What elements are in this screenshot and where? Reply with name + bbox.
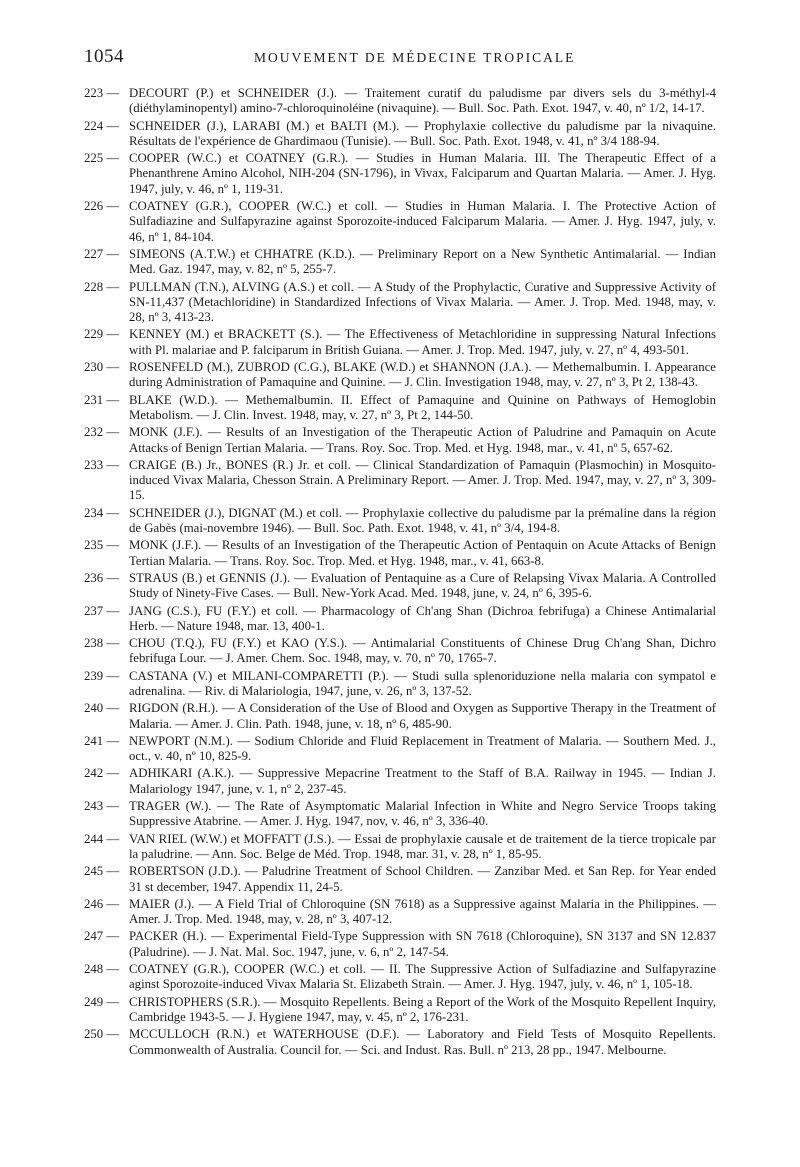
reference-text: ROBERTSON (J.D.). — Paludrine Treatment of School Children. — Zanzibar Med. et San Rep. for Year ended 31 st december, 1947. Appendix 11, 24-5. — [129, 864, 716, 894]
reference-number: 224 — — [84, 119, 124, 134]
reference-number: 246 — — [84, 897, 124, 912]
reference-entry — [84, 280, 716, 326]
reference-number: 250 — — [84, 1027, 124, 1042]
reference-number: 227 — — [84, 247, 124, 262]
reference-text: RIGDON (R.H.). — A Consideration of the Use of Blood and Oxygen as Supportive Therapy in the Treatment of Malaria. — Amer. J. Clin. Path. 1948, june, v. 18, nº 6, 485-90. — [129, 701, 716, 731]
reference-number: 223 — — [84, 86, 124, 101]
reference-number: 245 — — [84, 864, 124, 879]
reference-text: STRAUS (B.) et GENNIS (J.). — Evaluation of Pentaquine as a Cure of Relapsing Vivax Malaria. A Controlled Study of Ninety-Five Cases. — Bull. New-York Acad. Med. 1948, june, v. 24, nº 6, 395-6. — [129, 570, 716, 601]
reference-entry — [84, 929, 716, 960]
reference-number: 229 — — [84, 327, 124, 342]
reference-text: ADHIKARI (A.K.). — Suppressive Mepacrine Treatment to the Staff of B.A. Railway in 1945. — Indian J. Malariology 1947, june, v. 1, nº 2, 237-45. — [129, 766, 716, 796]
reference-entry — [84, 506, 716, 537]
reference-number: 228 — — [84, 280, 124, 295]
reference-text: SCHNEIDER (J.), DIGNAT (M.) et coll. — Prophylaxie collective du paludisme par la prémaline dans la région de Gabès (mai-novembre 1946). — Bull. Soc. Path. Exot. 1948, v. 41, nº 3/4, 194-8. — [129, 505, 716, 536]
reference-number: 225 — — [84, 151, 124, 166]
reference-number: 248 — — [84, 962, 124, 977]
reference-text: KENNEY (M.) et BRACKETT (S.). — The Effectiveness of Metachloridine in suppressing Natural Infections with Pl. malariae and P. falciparum in British Guiana. — Amer. J. Trop. Med. 1947, july, v. 27, nº 4, 493-501. — [129, 327, 716, 357]
page-header — [84, 46, 744, 70]
reference-entry — [84, 669, 716, 700]
reference-number: 237 — — [84, 604, 124, 619]
reference-entry — [84, 766, 716, 797]
reference-number: 236 — — [84, 571, 124, 586]
reference-number: 233 — — [84, 458, 124, 473]
reference-text: COATNEY (G.R.), COOPER (W.C.) et coll. — Studies in Human Malaria. I. The Protective Action of Sulfadiazine and Sulfapyrazine against Sporozoite-induced Falciparum Malaria. — Amer. J. Hyg. 1947, july, v. 46, nº 1, 84-104. — [129, 199, 716, 244]
reference-number: 239 — — [84, 669, 124, 684]
reference-entry — [84, 151, 716, 197]
reference-text: MONK (J.F.). — Results of an Investigation of the Therapeutic Action of Paludrine and Pamaquin on Acute Attacks of Benign Tertian Malaria. — Trans. Roy. Soc. Trop. Med. et Hyg. 1948, mar., v. 41, nº 5, 657-62. — [129, 425, 716, 455]
reference-entry — [84, 799, 716, 830]
reference-number: 243 — — [84, 799, 124, 814]
page-number: 1054 — [84, 46, 124, 67]
reference-number: 230 — — [84, 360, 124, 375]
reference-entry — [84, 897, 716, 928]
reference-entry — [84, 393, 716, 424]
reference-text: MONK (J.F.). — Results of an Investigation of the Therapeutic Action of Pentaquin on Acute Attacks of Benign Tertian Malaria. — Trans. Roy. Soc. Trop. Med. et Hyg. 1948, mar., v. 41, 663-8. — [129, 538, 716, 568]
reference-number: 234 — — [84, 506, 124, 521]
reference-text: PULLMAN (T.N.), ALVING (A.S.) et coll. — A Study of the Prophylactic, Curative and Suppressive Activity of SN-11,437 (Metachloridine) in Standardized Infections of Vivax Malaria. — Amer. J. Trop. Med. 1948, may, v. 28, nº 3, 413-23. — [129, 279, 716, 325]
reference-entry — [84, 360, 716, 391]
reference-entry — [84, 199, 716, 245]
reference-entry — [84, 995, 716, 1026]
reference-text: TRAGER (W.). — The Rate of Asymptomatic Malarial Infection in White and Negro Service Troops taking Suppressive Atabrine. — Amer. J. Hyg. 1947, nov, v. 46, nº 3, 336-40. — [129, 799, 716, 829]
reference-number: 231 — — [84, 393, 124, 408]
reference-number: 242 — — [84, 766, 124, 781]
reference-entry — [84, 119, 716, 150]
reference-text: ROSENFELD (M.), ZUBROD (C.G.), BLAKE (W.D.) et SHANNON (J.A.). — Methemalbumin. I. Appearance during Administration of Pamaquine and Quinine. — J. Clin. Investigation 1948, may, v. 27, nº 3, Pt 2, 138-43. — [129, 360, 716, 390]
reference-text: MCCULLOCH (R.N.) et WATERHOUSE (D.F.). — Laboratory and Field Tests of Mosquito Repellents. Commonwealth of Australia. Council for. — Sci. and Indust. Ras. Bull. nº 213, 28 pp., 1947. Melbourne. — [129, 1027, 716, 1057]
reference-text: COOPER (W.C.) et COATNEY (G.R.). — Studies in Human Malaria. III. The Therapeutic Effect of a Phenanthrene Amino Alcohol, NIH-204 (SN-1796), in Vivax, Falciparum and Quartan Malaria. — Amer. J. Hyg. 1947, july, v. 46, nº 1, 119-31. — [129, 151, 716, 196]
reference-text: PACKER (H.). — Experimental Field-Type Suppression with SN 7618 (Chloroquine), SN 3137 and SN 12.837 (Paludrine). — J. Nat. Mal. Soc. 1947, june, v. 6, nº 2, 147-54. — [129, 929, 716, 959]
reference-entry — [84, 734, 716, 765]
reference-number: 240 — — [84, 701, 124, 716]
reference-entry — [84, 458, 716, 504]
reference-number: 249 — — [84, 995, 124, 1010]
reference-text: SCHNEIDER (J.), LARABI (M.) et BALTI (M.). — Prophylaxie collective du paludisme par la nivaquine. Résultats de l'expérience de Ghardimaou (Tunisie). — Bull. Soc. Path. Exot. 1948, v. 41, nº 3/4 188-94. — [129, 118, 716, 148]
reference-number: 247 — — [84, 929, 124, 944]
reference-text: JANG (C.S.), FU (F.Y.) et coll. — Pharmacology of Ch'ang Shan (Dichroa febrifuga) a Chinese Antimalarial Herb. — Nature 1948, mar. 13, 400-1. — [129, 603, 716, 633]
running-title: MOUVEMENT DE MÉDECINE TROPICALE — [254, 50, 576, 65]
reference-entry — [84, 425, 716, 456]
reference-text: DECOURT (P.) et SCHNEIDER (J.). — Traitement curatif du paludisme par divers sels du 3-méthyl-4 (diéthylaminopentyl) amino-7-chloroquinoléine (nivaquine). — Bull. Soc. Path. Exot. 1947, v. 40, nº 1/2, 14-17. — [129, 86, 716, 116]
reference-text: CHRISTOPHERS (S.R.). — Mosquito Repellents. Being a Report of the Work of the Mosquito Repellent Inquiry, Cambridge 1943-5. — J. Hygiene 1947, may, v. 45, nº 2, 176-231. — [129, 994, 716, 1024]
reference-entry — [84, 247, 716, 278]
reference-entry — [84, 962, 716, 993]
reference-text: NEWPORT (N.M.). — Sodium Chloride and Fluid Replacement in Treatment of Malaria. — Southern Med. J., oct., v. 40, nº 10, 825-9. — [129, 733, 716, 764]
reference-list — [84, 86, 716, 1060]
reference-entry — [84, 86, 716, 117]
reference-number: 244 — — [84, 832, 124, 847]
reference-entry — [84, 538, 716, 569]
reference-number: 241 — — [84, 734, 124, 749]
reference-number: 235 — — [84, 538, 124, 553]
reference-entry — [84, 604, 716, 635]
reference-text: CASTANA (V.) et MILANI-COMPARETTI (P.). — Studi sulla splenoriduzione nella malaria con sympatol e adrenalina. — Riv. di Malariologia, 1947, june, v. 26, nº 3, 137-52. — [129, 668, 716, 698]
reference-entry — [84, 636, 716, 667]
reference-entry — [84, 864, 716, 895]
reference-text: MAIER (J.). — A Field Trial of Chloroquine (SN 7618) as a Suppressive against Malaria in the Philippines. — Amer. J. Trop. Med. 1948, may, v. 28, nº 3, 407-12. — [129, 896, 716, 927]
reference-entry — [84, 701, 716, 732]
reference-number: 238 — — [84, 636, 124, 651]
reference-number: 232 — — [84, 425, 124, 440]
reference-text: CHOU (T.Q.), FU (F.Y.) et KAO (Y.S.). — Antimalarial Constituents of Chinese Drug Ch'ang Shan, Dichro febrifuga Lour. — J. Amer. Chem. Soc. 1948, may, v. 70, nº 70, 1765-7. — [129, 636, 716, 666]
reference-text: CRAIGE (B.) Jr., BONES (R.) Jr. et coll. — Clinical Standardization of Pamaquin (Plasmochin) in Mosquito-induced Vivax Malaria, Chesson Strain. A Preliminary Report. — Amer. J. Trop. Med. 1947, may, v. 27, nº 3, 309-15. — [129, 457, 716, 503]
reference-entry — [84, 832, 716, 863]
reference-number: 226 — — [84, 199, 124, 214]
reference-entry — [84, 1027, 716, 1058]
reference-entry — [84, 327, 716, 358]
reference-entry — [84, 571, 716, 602]
reference-text: BLAKE (W.D.). — Methemalbumin. II. Effect of Pamaquine and Quinine on Pathways of Hemoglobin Metabolism. — J. Clin. Invest. 1948, may, v. 27, nº 3, Pt 2, 144-50. — [129, 392, 716, 422]
reference-text: VAN RIEL (W.W.) et MOFFATT (J.S.). — Essai de prophylaxie causale et de traitement de la tierce tropicale par la paludrine. — Ann. Soc. Belge de Méd. Trop. 1948, mar. 31, v. 28, nº 1, 85-95. — [129, 831, 716, 861]
reference-text: SIMEONS (A.T.W.) et CHHATRE (K.D.). — Preliminary Report on a New Synthetic Antimalarial. — Indian Med. Gaz. 1947, may, v. 82, nº 5, 255-7. — [129, 246, 716, 277]
reference-text: COATNEY (G.R.), COOPER (W.C.) et coll. — II. The Suppressive Action of Sulfadiazine and Sulfapyrazine aginst Sporozoite-induced Vivax Malaria St. Elizabeth Strain. — Amer. J. Hyg. 1947, july, v. 46, nº 1, 105-18. — [129, 962, 716, 992]
